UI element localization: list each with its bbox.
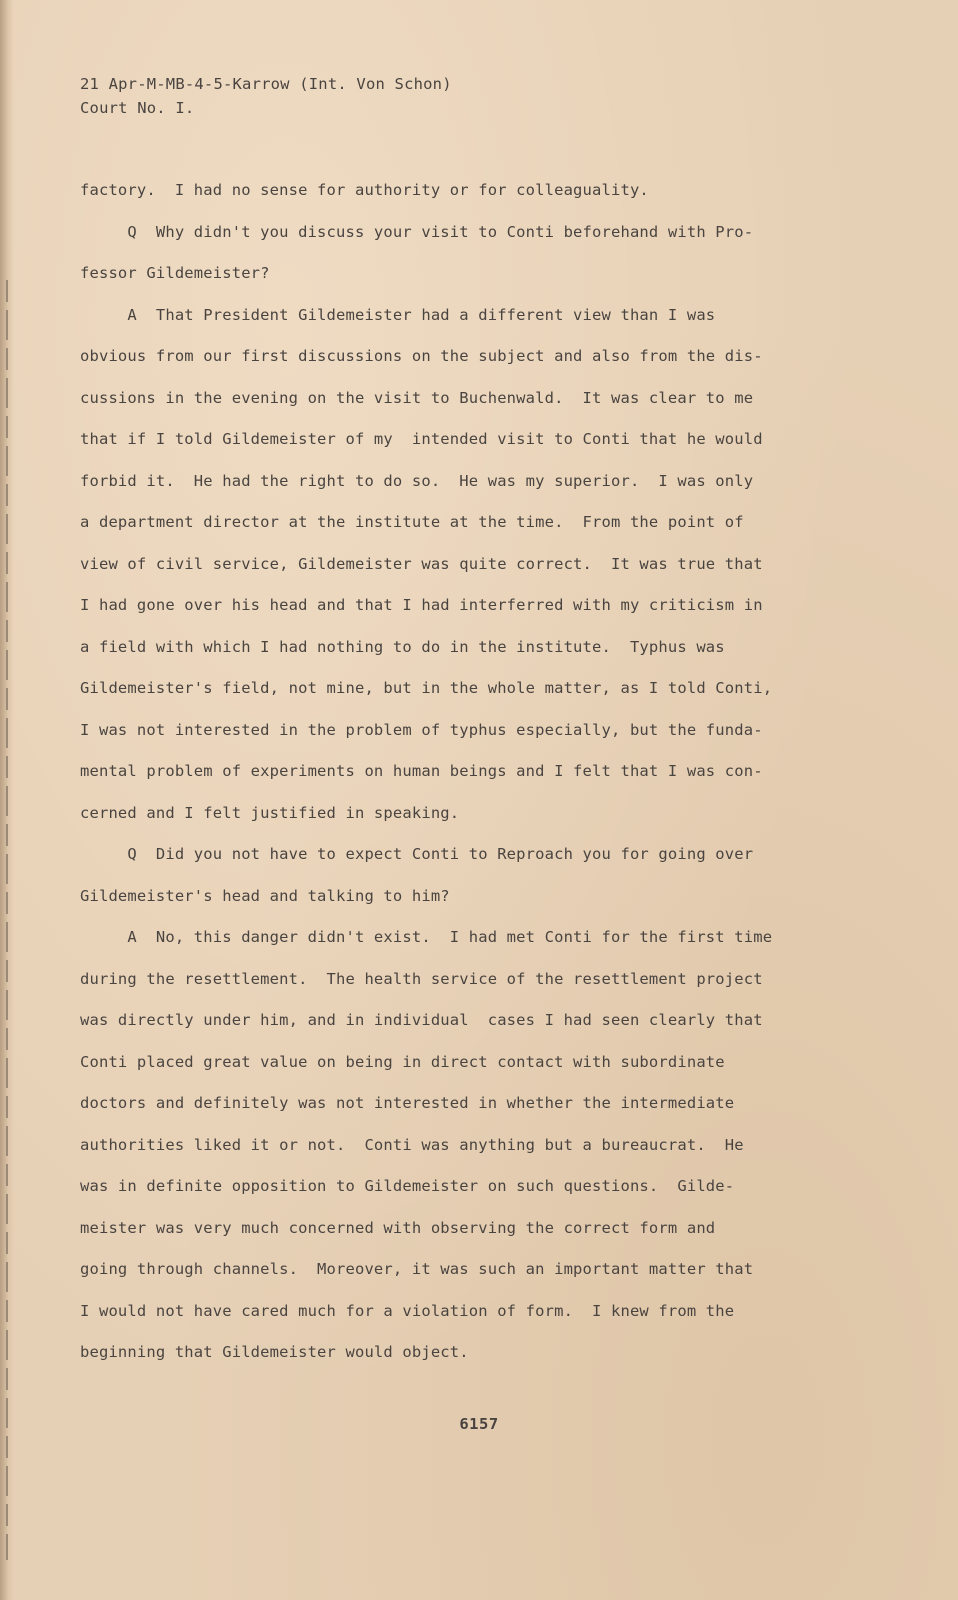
- text-line: during the resettlement. The health service of the resettlement project: [80, 969, 763, 988]
- text-line: a department director at the institute at the time. From the point of: [80, 513, 744, 531]
- text-line: Q Why didn't you discuss your visit to Conti beforehand with Pro-: [80, 222, 754, 241]
- text-line: was directly under him, and in individual cases I had seen clearly that: [80, 1011, 763, 1029]
- header-line-2: Court No. I.: [80, 99, 195, 117]
- header-line-1: 21 Apr-M-MB-4-5-Karrow (Int. Von Schon): [80, 75, 452, 93]
- text-line: beginning that Gildemeister would object.: [80, 1343, 469, 1361]
- text-line: going through channels. Moreover, it was such an important matter that: [80, 1260, 754, 1278]
- text-line: a field with which I had nothing to do in the institute. Typhus was: [80, 637, 725, 656]
- text-line: Gildemeister's head and talking to him?: [80, 886, 450, 905]
- text-line: Conti placed great value on being in direct contact with subordinate: [80, 1052, 725, 1071]
- text-line: I was not interested in the problem of typhus especially, but the funda-: [80, 720, 763, 739]
- text-line: A That President Gildemeister had a different view than I was: [80, 305, 716, 324]
- text-line: cerned and I felt justified in speaking.: [80, 803, 460, 822]
- text-line: authorities liked it or not. Conti was anything but a bureaucrat. He: [80, 1135, 744, 1154]
- text-line: was in definite opposition to Gildemeister on such questions. Gilde-: [80, 1177, 735, 1195]
- text-line: obvious from our first discussions on the subject and also from the dis-: [80, 347, 763, 365]
- text-line: view of civil service, Gildemeister was quite correct. It was true that: [80, 554, 763, 573]
- text-line: fessor Gildemeister?: [80, 264, 270, 282]
- document-header: [80, 72, 452, 120]
- text-line: doctors and definitely was not interested in whether the intermediate: [80, 1094, 735, 1112]
- page-number: 6157: [459, 1415, 499, 1433]
- binding-mark: [6, 280, 8, 1560]
- text-line: mental problem of experiments on human beings and I felt that I was con-: [80, 762, 763, 780]
- transcript-body: [80, 170, 840, 1374]
- text-line: forbid it. He had the right to do so. He was my superior. I was only: [80, 471, 754, 490]
- text-line: cussions in the evening on the visit to Buchenwald. It was clear to me: [80, 388, 754, 407]
- text-line: factory. I had no sense for authority or for colleaguality.: [80, 181, 649, 199]
- text-line: I had gone over his head and that I had interferred with my criticism in: [80, 596, 763, 614]
- text-line: meister was very much concerned with observing the correct form and: [80, 1218, 716, 1237]
- text-line: A No, this danger didn't exist. I had met Conti for the first time: [80, 928, 773, 946]
- text-line: Gildemeister's field, not mine, but in the whole matter, as I told Conti,: [80, 679, 773, 697]
- text-line: I would not have cared much for a violation of form. I knew from the: [80, 1301, 735, 1320]
- text-line: that if I told Gildemeister of my intended visit to Conti that he would: [80, 430, 763, 448]
- text-line: Q Did you not have to expect Conti to Reproach you for going over: [80, 845, 754, 863]
